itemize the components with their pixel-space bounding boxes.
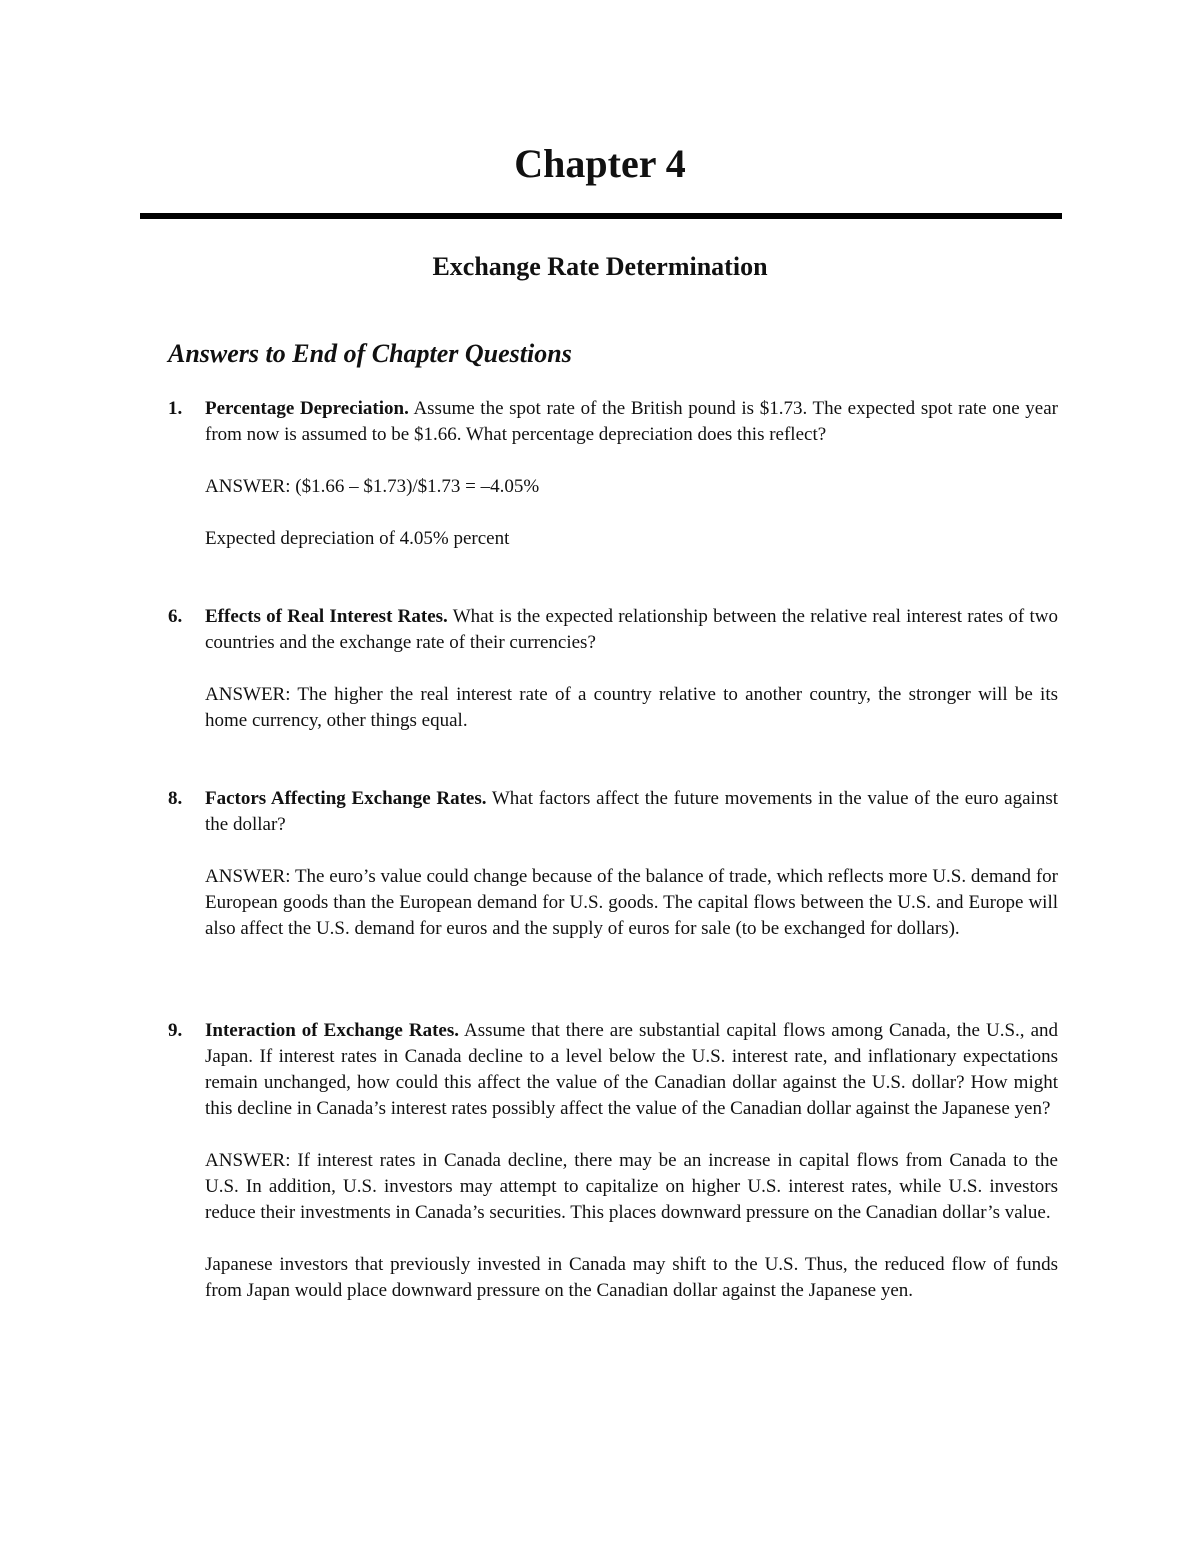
answer-paragraph: ANSWER: The higher the real interest rate of a country relative to another country, the stronger will be its home currency, other things equal.: [205, 684, 1058, 731]
chapter-subtitle: Exchange Rate Determination: [432, 252, 768, 281]
question-title: Interaction of Exchange Rates.: [205, 1020, 459, 1041]
answer-paragraph: ANSWER: The euro’s value could change because of the balance of trade, which reflects more U.S. demand for European goods than the European demand for U.S. goods. The capital flows between the U.S. and Europe will also affect the U.S. demand for euros and the supply of euros for sale (to be exchanged for dollars).: [205, 866, 1058, 939]
question-number: 9.: [168, 1020, 183, 1041]
section-heading: Answers to End of Chapter Questions: [168, 339, 572, 368]
answer-paragraph: Expected depreciation of 4.05% percent: [205, 528, 510, 549]
question-8: [168, 786, 1058, 942]
chapter-title: Chapter 4: [514, 141, 686, 186]
question-title: Percentage Depreciation.: [205, 398, 409, 419]
question-body: Assume the spot rate of the British pound is $1.73. The expected spot rate one year from now is assumed to be $1.66. What percentage depreciation does this reflect?: [205, 398, 1059, 445]
question-title: Factors Affecting Exchange Rates.: [205, 788, 487, 809]
question-text: [205, 396, 1058, 448]
question-6: [168, 604, 1058, 734]
question-9: [168, 1018, 1058, 1304]
question-number: 6.: [168, 606, 183, 627]
question-text: [205, 604, 1058, 656]
answer-paragraph: ANSWER: If interest rates in Canada decline, there may be an increase in capital flows from Canada to the U.S. In addition, U.S. investors may attempt to capitalize on higher U.S. interest rates, while U.S. investors reduce their investments in Canada’s securities. This places downward pressure on the Canadian dollar’s value.: [205, 1150, 1058, 1223]
question-number: 1.: [168, 398, 183, 419]
answer-paragraph: Japanese investors that previously invested in Canada may shift to the U.S. Thus, the reduced flow of funds from Japan would place downward pressure on the Canadian dollar against the Japanese yen.: [205, 1254, 1058, 1301]
question-body: What factors affect the future movements in the value of the euro against the dollar?: [205, 788, 1058, 835]
question-body: Assume that there are substantial capital flows among Canada, the U.S., and Japan. If interest rates in Canada decline to a level below the U.S. interest rate, and inflationary expectations remain unchanged, how could this affect the value of the Canadian dollar against the U.S. dollar? How might this decline in Canada’s interest rates possibly affect the value of the Canadian dollar against the Japanese yen?: [205, 1020, 1059, 1119]
question-number: 8.: [168, 788, 183, 809]
question-1: [168, 396, 1058, 552]
title-rule: [140, 213, 1062, 219]
question-text: [205, 786, 1058, 838]
question-title: Effects of Real Interest Rates.: [205, 606, 448, 627]
question-text: [205, 1018, 1058, 1122]
question-body: What is the expected relationship between the relative real interest rates of two countries and the exchange rate of their currencies?: [205, 606, 1058, 653]
answer-paragraph: ANSWER: ($1.66 – $1.73)/$1.73 = –4.05%: [205, 476, 540, 497]
